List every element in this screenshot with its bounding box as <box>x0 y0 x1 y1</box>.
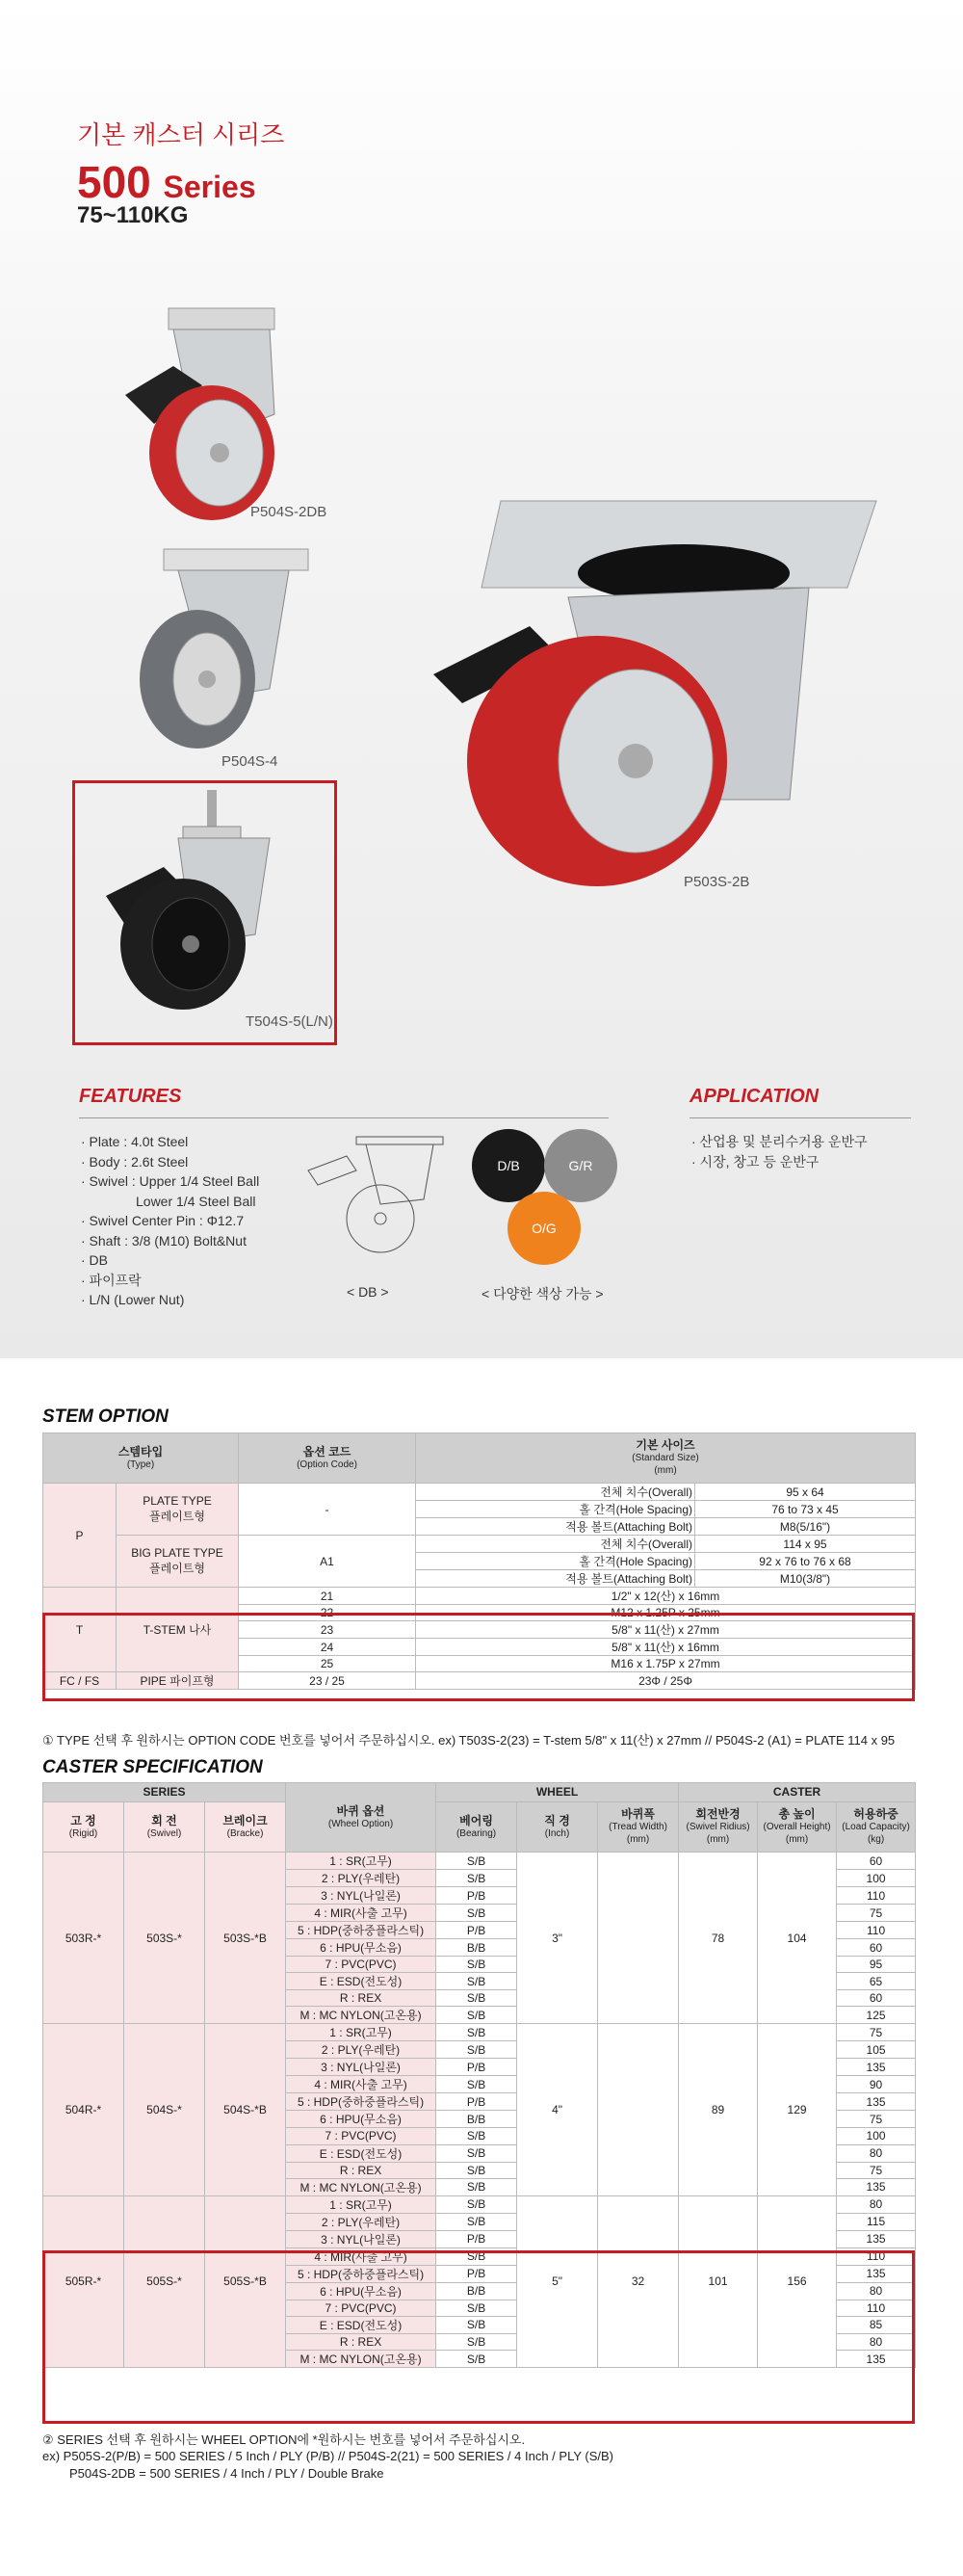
caster-image-large <box>424 482 905 886</box>
features-divider <box>79 1117 609 1118</box>
stem-type-fc: FC / FS <box>43 1672 117 1690</box>
table-row: R : REX S/B 80 <box>43 2333 916 2350</box>
caster-spec-table: SERIES 바퀴 옵션 (Wheel Option) WHEEL CASTER 고 정 (Rigid) 회 전 (Swivel) 브레이크 (Bracke) 베어링 (Bearing) 직 경 (Inch) 바퀴폭 (Tread Width) (mm) 회전반경 (Swivel Ridius) (mm) 총 높이 (Overall Height) (mm) 허용하중 (Load Capacity) (kg) 503R-* 503S-* 503S-*B 1 : SR(고무) S/B 3" 78 104 60 2 : PLY(우레탄) S/B 100 3 : NYL(나일론) P/B 110 4 : MIR(사출 고무) S/B 75 5 : HDP(중하중플라스틱) P/B 110 6 : HPU(무소음) B/B 60 7 : PVC(PVC) S/B 95 E : ESD(전도성) S/B 65 R : REX S/B 60 M : MC NYLON(고온용) S/B 125 504R-* 504S-* 504S-*B 1 : SR(고무) S/B 4" 89 129 75 2 : PLY(우레탄) S/B 105 3 : NYL(나일론) P/B 135 4 : MIR(사출 고무) S/B 90 5 : HDP(중하중플라스틱) P/B 135 6 : HPU(무소음) B/B 75 7 : PVC(PVC) S/B 100 E : ESD(전도성) S/B 80 R : REX S/B 75 M : MC NYLON(고온용) S/B 135 505R-* 505S-* 505S-*B 1 : SR(고무) S/B 5" 32 101 156 80 2 : PLY(우레탄) S/B 115 3 : NYL(나일론) P/B 135 4 : MIR(사출 고무) S/B 110 5 : HDP(중하중플라스틱) P/B 135 6 : HPU(무소음) B/B 80 7 : PVC(PVC) S/B 110 E : ESD(전도성) S/B 85 R : REX S/B 80 M : MC NYLON(고온용) S/B 135 <box>42 1782 916 2368</box>
product-code-2: P504S-4 <box>221 753 278 770</box>
table-row: M : MC NYLON(고온용) S/B 135 <box>43 2178 916 2195</box>
db-label: < DB > <box>347 1284 389 1300</box>
stem-plate-type: PLATE TYPE 플레이트형 <box>117 1484 239 1536</box>
stem-option-title: STEM OPTION <box>42 1406 169 1427</box>
table-row: 3 : NYL(나일론) P/B 110 <box>43 1887 916 1905</box>
caster-header-wheel-option: 바퀴 옵션 (Wheel Option) <box>286 1783 436 1853</box>
series-subtitle: 기본 캐스터 시리즈 <box>77 120 285 149</box>
caster-note-2: ex) P505S-2(P/B) = 500 SERIES / 5 Inch / PLY (P/B) // P504S-2(21) = 500 SERIES / 4 Inch / PLY (S/B) <box>42 2449 613 2463</box>
caster-image-gray-wheel <box>125 544 318 756</box>
table-row: E : ESD(전도성) S/B 65 <box>43 1973 916 1990</box>
table-row: 6 : HPU(무소음) B/B 80 <box>43 2282 916 2300</box>
stem-type-p: P <box>43 1484 117 1588</box>
highlight-box-505-series <box>42 2250 915 2424</box>
features-list: · Plate : 4.0t Steel · Body : 2.6t Steel · Swivel : Upper 1/4 Steel Ball Lower 1/4 Steel Ball · Swivel Center Pin : Φ12.7 · Shaft : 3/8 (M10) Bolt&Nut · DB · 파이프락 · L/N (Lower Nut) <box>81 1134 260 1307</box>
caster-image-tstem <box>87 790 299 1012</box>
table-row: 503R-* 503S-* 503S-*B 1 : SR(고무) S/B 3" 78 104 60 <box>43 1853 916 1870</box>
stem-plate-code: - <box>239 1484 416 1536</box>
capacity-range: 75~110KG <box>77 202 189 228</box>
table-row: R : REX S/B 60 <box>43 1990 916 2007</box>
caster-note-1: ② SERIES 선택 후 원하시는 WHEEL OPTION에 *원하시는 번호를 넣어서 주문하십시오. <box>42 2432 526 2447</box>
table-row: 7 : PVC(PVC) S/B 110 <box>43 2300 916 2316</box>
caster-spec-title: CASTER SPECIFICATION <box>42 1757 263 1777</box>
table-row: 504R-* 504S-* 504S-*B 1 : SR(고무) S/B 4" 89 129 75 <box>43 2024 916 2041</box>
stem-big-plate-type: BIG PLATE TYPE 플레이트형 <box>117 1536 239 1588</box>
features-title: FEATURES <box>79 1086 182 1107</box>
table-row: 5 : HDP(중하중플라스틱) P/B 135 <box>43 2265 916 2282</box>
table-row: 7 : PVC(PVC) S/B 100 <box>43 2128 916 2144</box>
table-row: 4 : MIR(사출 고무) S/B 110 <box>43 2247 916 2265</box>
stem-header-code: 옵션 코드 (Option Code) <box>239 1433 416 1484</box>
stem-header-type: 스템타입 (Type) <box>43 1433 239 1484</box>
caster-header-caster: CASTER <box>679 1783 916 1802</box>
table-row: 4 : MIR(사출 고무) S/B 75 <box>43 1905 916 1922</box>
application-divider <box>690 1117 911 1118</box>
product-code-4: P503S-2B <box>684 874 750 890</box>
double-brake-diagram <box>299 1132 453 1257</box>
stem-type-t: T <box>43 1588 117 1672</box>
stem-note: ① TYPE 선택 후 원하시는 OPTION CODE 번호를 넣어서 주문하십시오. ex) T503S-2(23) = T-stem 5/8" x 11(산) x 27mm // P504S-2 (A1) = PLATE 114 x 95 <box>42 1733 896 1748</box>
table-row: R : REX S/B 75 <box>43 2162 916 2178</box>
caster-image-double-brake <box>116 299 299 525</box>
table-row: 6 : HPU(무소음) B/B 75 <box>43 2111 916 2128</box>
stem-header-size: 기본 사이즈 (Standard Size) (mm) <box>416 1433 916 1484</box>
table-row: 5 : HDP(중하중플라스틱) P/B 135 <box>43 2093 916 2111</box>
color-swatch-db: D/B <box>472 1129 545 1202</box>
table-row: 7 : PVC(PVC) S/B 95 <box>43 1957 916 1973</box>
caster-header-series: SERIES <box>43 1783 286 1802</box>
table-row: 2 : PLY(우레탄) S/B 115 <box>43 2213 916 2230</box>
table-row: M : MC NYLON(고온용) S/B 125 <box>43 2007 916 2024</box>
stem-big-plate-code: A1 <box>239 1536 416 1588</box>
table-row: 2 : PLY(우레탄) S/B 100 <box>43 1870 916 1887</box>
table-row: 3 : NYL(나일론) P/B 135 <box>43 2230 916 2247</box>
caster-header-wheel: WHEEL <box>436 1783 679 1802</box>
color-swatch-gr: G/R <box>544 1129 617 1202</box>
series-title: 500 Series <box>77 157 256 207</box>
table-row: M : MC NYLON(고온용) S/B 135 <box>43 2351 916 2368</box>
application-list: · 산업용 및 분리수거용 운반구 · 시장, 창고 등 운반구 <box>691 1134 868 1170</box>
table-row: 6 : HPU(무소음) B/B 60 <box>43 1939 916 1957</box>
highlight-box-tstem-rows <box>42 1613 915 1701</box>
stem-pipe-type: PIPE 파이프형 <box>117 1672 239 1690</box>
stem-tstem-type: T-STEM 나사 <box>117 1588 239 1672</box>
table-row: 3 : NYL(나일론) P/B 135 <box>43 2059 916 2076</box>
colors-label: < 다양한 색상 가능 > <box>482 1286 604 1301</box>
product-code-3: T504S-5(L/N) <box>246 1013 333 1030</box>
stem-option-table: 스템타입 (Type) 옵션 코드 (Option Code) 기본 사이즈 (Standard Size) (mm) P PLATE TYPE 플레이트형 - 전체 치수(Overall) 95 x 64 홀 간격(Hole Spacing) 76 to 73 x 45 적용 볼트(Attaching Bolt) M8(5/16") BIG PLATE TYPE 플레이트형 A1 전체 치수(Overall) 114 x 95 홀 간격(Hole Spacing) 92 x 76 to 76 x 68 적용 볼트(Attaching Bolt) M10(3/8") T T-STEM 나사 21 1/2" x 12(산) x 16mm 22 M12 x 1.25P x 25mm 23 5/8" x 11(산) x 27mm 24 5/8" x 11(산) x 16mm 25 M16 x 1.75P x 27mm FC / FS PIPE 파이프형 23 / 25 23Φ / 25Φ <box>42 1433 916 1690</box>
application-title: APPLICATION <box>690 1086 820 1107</box>
table-row: 5 : HDP(중하중플라스틱) P/B 110 <box>43 1922 916 1939</box>
product-code-1: P504S-2DB <box>250 504 327 520</box>
table-row: 4 : MIR(사출 고무) S/B 90 <box>43 2076 916 2093</box>
table-row: 2 : PLY(우레탄) S/B 105 <box>43 2041 916 2059</box>
caster-note-3: P504S-2DB = 500 SERIES / 4 Inch / PLY / Double Brake <box>69 2466 384 2481</box>
table-row: 505R-* 505S-* 505S-*B 1 : SR(고무) S/B 5" 32 101 156 80 <box>43 2195 916 2213</box>
table-row: E : ESD(전도성) S/B 85 <box>43 2316 916 2333</box>
table-row: E : ESD(전도성) S/B 80 <box>43 2144 916 2162</box>
color-swatch-og: O/G <box>508 1192 581 1265</box>
